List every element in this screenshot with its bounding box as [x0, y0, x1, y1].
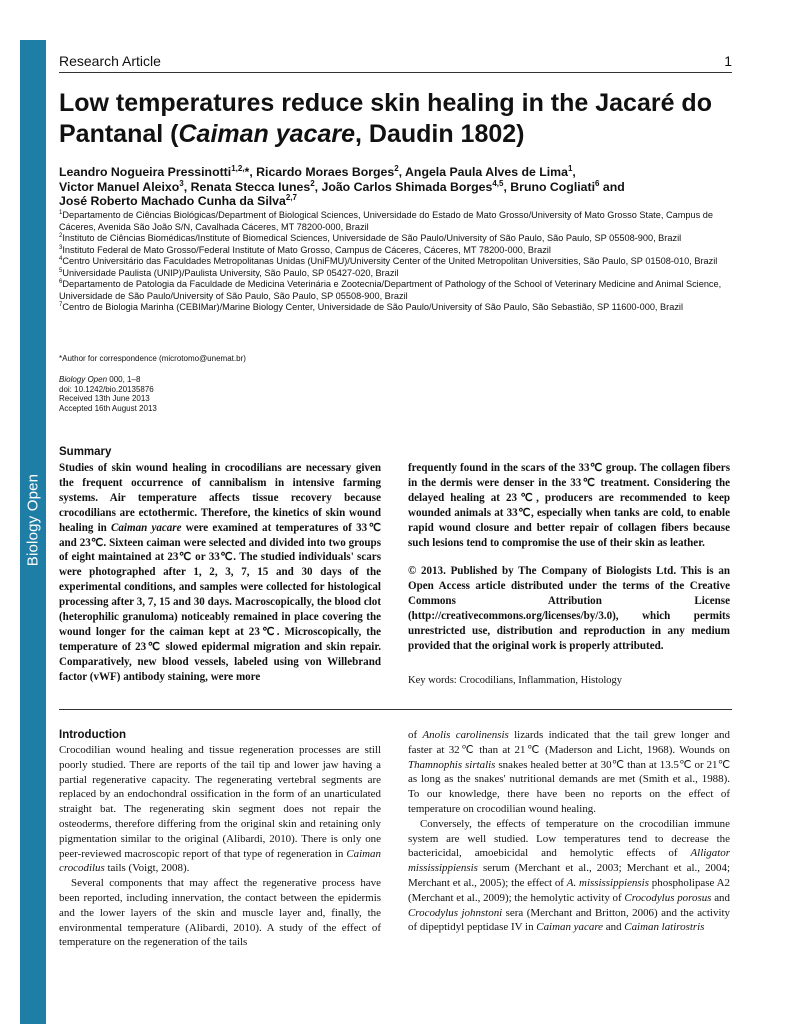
section-label: Research Article	[59, 53, 161, 69]
journal-side-label: Biology Open	[24, 473, 42, 567]
affiliation: $^5$Universidade Paulista (UNIP)/Paulista University, São Paulo, SP 05427-020, Brazil	[59, 267, 399, 278]
author: Ricardo Moraes Borges$^2$,	[256, 164, 406, 179]
affiliation: $^1$Departamento de Ciências Biológicas/Department of Biological Sciences, Universidade do Estado de Mato Grosso/University of Mato Grosso State, Campus de Cáceres, Avenida São João S/N, Cavalhada Cáceres, MT 78200-000, Brazil	[59, 210, 713, 232]
accepted-date: Accepted 16th August 2013	[59, 403, 157, 413]
summary-heading: Summary	[59, 446, 112, 458]
article-title: Low temperatures reduce skin healing in the Jacaré do Pantanal (Caiman yacare, Daudin 1802)	[59, 89, 712, 148]
author: Angela Paula Alves de Lima$^1$,	[405, 164, 576, 179]
introduction-text-left	[59, 743, 381, 950]
paragraph: Several components that may affect the regenerative process have been reported, including innervation, the contact between the epidermis and the lower layers of the skin and muscle layer and, finally, the environmental temperature (Alibardi, 2010). A study of the effect of temperature on the regeneration of the tails	[59, 877, 381, 949]
summary-paragraph: frequently found in the scars of the 33℃ group. The collagen fibers in the dermis were denser in the 33℃ treatment. Considering the delayed healing at 23℃, producers are recommended to keep wounded animals at 33℃, especially when tanks are cold, to enable rapid wound closure and better repair of collagen fibers because such lesions tend to compromise the use of their skin as leather.	[408, 462, 730, 549]
author: Leandro Nogueira Pressinotti$^{1,2,}$*,	[59, 164, 257, 179]
title-species: Caiman yacare	[178, 120, 355, 148]
affiliation: $^6$Departamento de Patologia da Faculdade de Medicina Veterinária e Zootecnia/Department of Pathology of the School of Veterinary Medicine and Animal Science, Universidade de São Paulo/University of São Paulo, São Paulo, SP 05508-900, Brazil	[59, 279, 722, 301]
citation: Biology Open 000, 1–8	[59, 375, 141, 384]
affiliation: $^3$Instituto Federal de Mato Grosso/Federal Institute of Mato Grosso, Campus de Cáceres, Cáceres, MT 78200-000, Brazil	[59, 244, 551, 255]
affiliation: $^2$Instituto de Ciências Biomédicas/Institute of Biomedical Sciences, Universidade de São Paulo/University of São Paulo, São Paulo, SP 05508-900, Brazil	[59, 233, 682, 243]
author: Renata Stecca Iunes$^2$,	[190, 178, 322, 194]
author: Victor Manuel Aleixo$^3$,	[59, 178, 191, 194]
page-number: 1	[724, 53, 732, 69]
author: João Carlos Shimada Borges$^{4,5}$,	[321, 178, 511, 194]
summary-text-right	[408, 461, 730, 668]
journal-name: Biology Open	[59, 375, 108, 384]
doi[interactable]: doi: 10.1242/bio.20135876	[59, 384, 154, 394]
header-divider	[59, 72, 732, 73]
author: José Roberto Machado Cunha da Silva$^{2,7}$	[59, 193, 297, 208]
paragraph: Crocodilian wound healing and tissue regeneration processes are still poorly studied. There are reports of the tail tip and lower jaw having a partial regenerative capacity. The regenerating vertebral segments are replaced by an endochondral ossification in the form of an unarticulated straight bat. The regenerating skin segment does not repair the osteoderms, therefore differing from the original skin and retaining only pigmentation similar to the original (Alibardi, 2010). There is only one peer-reviewed macroscopic report of that type of regeneration in Caiman crocodilus tails (Voigt, 2008).	[59, 744, 381, 875]
affiliation-list	[59, 210, 739, 314]
section-divider	[59, 709, 732, 710]
introduction-text-right	[408, 728, 730, 935]
keywords: Key words: Crocodilians, Inflammation, Histology	[408, 675, 623, 686]
article-meta	[59, 375, 157, 413]
paragraph: of Anolis carolinensis lizards indicated that the tail grew longer and faster at 32℃ than at 21℃ (Maderson and Licht, 1968). Wounds on Thamnophis sirtalis snakes healed better at 30℃ than at 13.5℃ or 21℃ as long as the snakes' nutritional demands are met (Smith et al., 1988). To our knowledge, there have been no reports on the effect of temperature on crocodilian wound healing.	[408, 729, 730, 815]
author-list	[59, 165, 739, 209]
introduction-heading: Introduction	[59, 729, 127, 741]
received-date: Received 13th June 2013	[59, 394, 150, 403]
summary-text-left: Studies of skin wound healing in crocodilians are necessary given the frequent occurrence of cannibalism in intensive farming systems. Air temperature affects tissue recovery because crocodilians are ectothermic. Therefore, the kinetics of skin wound healing in Caiman yacare were examined at temperatures of 33℃ and 23℃. Sixteen caiman were selected and divided into two groups of eight maintained at 23℃ or 33℃. The studied individuals' scars were photographed after 1, 2, 3, 7, 15 and 30 days of the experimental conditions, and samples were collected for histological processing after 3, 7, 15 and 30 days. Macroscopically, the blood clot (heterophilic granuloma) noticeably remained in place covering the wound longer for the caiman kept at 23℃. Microscopically, the temperature of 23℃ slowed epidermal migration and skin repair. Comparatively, new blood vessels, labeled using von Willebrand factor (vWF) antibody staining, were more	[59, 462, 381, 683]
affiliation: $^4$Centro Universitário das Faculdades Metropolitanas Unidas (UniFMU)/University Center of the United Metropolitan Universities, São Paulo, SP 01508-010, Brazil	[59, 256, 718, 266]
affiliation: $^7$Centro de Biologia Marinha (CEBIMar)/Marine Biology Center, Universidade de São Paulo/University of São Paulo, São Sebastião, SP 11600-000, Brazil	[59, 302, 684, 312]
correspondence-note: *Author for correspondence (microtomo@unemat.br)	[59, 354, 246, 363]
page-header	[59, 53, 732, 69]
license-statement: © 2013. Published by The Company of Biologists Ltd. This is an Open Access article distributed under the terms of the Creative Commons Attribution License (http://creativecommons.org/licenses/by/3.0), which permits unrestricted use, distribution and reproduction in any medium provided that the original work is properly attributed.	[408, 565, 730, 652]
author: Bruno Cogliati$^6$ and	[510, 178, 625, 194]
paragraph: Conversely, the effects of temperature on the crocodilian immune system are well studied. Low temperatures tend to decrease the bactericidal, amoebicidal and hemolytic effects of Alligator mississippiensis serum (Merchant et al., 2003; Merchant et al., 2004; Merchant et al., 2005); the effect of A. mississippiensis phospholipase A2 (Merchant et al., 2009); the hemolytic activity of Crocodylus porosus and Crocodylus johnstoni sera (Merchant and Britton, 2006) and the activity of dipeptidyl peptidase IV in Caiman yacare and Caiman latirostris	[408, 817, 730, 934]
